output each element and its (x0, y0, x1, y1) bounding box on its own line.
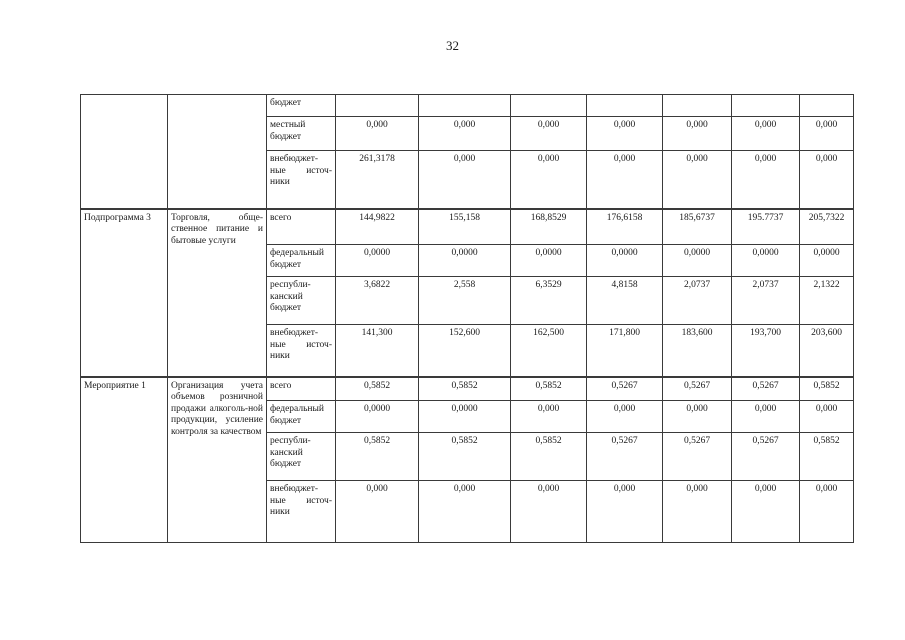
table-body (81, 95, 854, 543)
value-cell: 0,000 (732, 117, 800, 151)
value-cell: 0,5852 (419, 433, 511, 481)
budget-table (80, 94, 854, 543)
table-row (81, 209, 854, 245)
value-cell: 0,5852 (800, 433, 854, 481)
value-cell: 171,800 (587, 325, 663, 377)
funding-source-cell: всего (267, 377, 336, 401)
value-cell: 0,5267 (732, 377, 800, 401)
funding-source-cell: бюджет (267, 95, 336, 117)
value-cell: 205,7322 (800, 209, 854, 245)
value-cell: 0,5852 (800, 377, 854, 401)
value-cell: 141,300 (336, 325, 419, 377)
value-cell: 0,000 (663, 151, 732, 209)
funding-source-cell: республи-канский бюджет (267, 277, 336, 325)
value-cell: 0,0000 (800, 245, 854, 277)
value-cell: 0,5852 (511, 433, 587, 481)
value-cell: 0,5852 (419, 377, 511, 401)
value-cell (800, 95, 854, 117)
funding-source-cell: федеральный бюджет (267, 401, 336, 433)
value-cell (511, 95, 587, 117)
program-cell: Мероприятие 1 (81, 377, 168, 543)
value-cell: 0,5852 (511, 377, 587, 401)
value-cell: 0,000 (587, 401, 663, 433)
value-cell: 0,000 (663, 401, 732, 433)
value-cell: 0,000 (732, 481, 800, 543)
value-cell: 0,000 (511, 401, 587, 433)
value-cell (587, 95, 663, 117)
value-cell: 3,6822 (336, 277, 419, 325)
value-cell: 185,6737 (663, 209, 732, 245)
value-cell: 0,000 (800, 481, 854, 543)
value-cell: 0,000 (800, 117, 854, 151)
table-row (81, 95, 854, 117)
program-name-cell: Торговля, обще-ственное питание и бытовые услуги (168, 209, 267, 377)
value-cell: 0,000 (800, 151, 854, 209)
value-cell: 0,5267 (663, 433, 732, 481)
program-cell: Подпрограмма 3 (81, 209, 168, 377)
funding-source-cell: внебюджет-ные источ-ники (267, 151, 336, 209)
value-cell: 0,0000 (511, 245, 587, 277)
value-cell (336, 95, 419, 117)
funding-source-cell: всего (267, 209, 336, 245)
value-cell: 0,000 (732, 151, 800, 209)
value-cell: 183,600 (663, 325, 732, 377)
value-cell: 2,558 (419, 277, 511, 325)
value-cell: 0,000 (419, 481, 511, 543)
value-cell: 144,9822 (336, 209, 419, 245)
value-cell: 0,000 (800, 401, 854, 433)
value-cell: 0,000 (663, 117, 732, 151)
funding-source-cell: местный бюджет (267, 117, 336, 151)
value-cell: 0,000 (663, 481, 732, 543)
value-cell: 261,3178 (336, 151, 419, 209)
value-cell: 0,000 (587, 117, 663, 151)
value-cell: 168,8529 (511, 209, 587, 245)
value-cell: 0,000 (336, 117, 419, 151)
value-cell: 0,5852 (336, 433, 419, 481)
value-cell: 0,5267 (732, 433, 800, 481)
funding-source-cell: республи-канский бюджет (267, 433, 336, 481)
value-cell: 0,0000 (587, 245, 663, 277)
value-cell: 2,1322 (800, 277, 854, 325)
value-cell: 0,000 (732, 401, 800, 433)
value-cell: 193,700 (732, 325, 800, 377)
value-cell: 203,600 (800, 325, 854, 377)
value-cell: 0,0000 (732, 245, 800, 277)
funding-source-cell: федеральный бюджет (267, 245, 336, 277)
program-name-cell (168, 95, 267, 209)
value-cell (419, 95, 511, 117)
value-cell: 6,3529 (511, 277, 587, 325)
value-cell: 0,000 (587, 481, 663, 543)
value-cell: 176,6158 (587, 209, 663, 245)
value-cell: 0,0000 (663, 245, 732, 277)
value-cell: 0,000 (419, 151, 511, 209)
value-cell: 0,5267 (587, 377, 663, 401)
value-cell: 2,0737 (663, 277, 732, 325)
value-cell: 2,0737 (732, 277, 800, 325)
value-cell: 195.7737 (732, 209, 800, 245)
value-cell: 0,000 (511, 151, 587, 209)
value-cell: 0,000 (336, 481, 419, 543)
value-cell: 162,500 (511, 325, 587, 377)
value-cell: 0,0000 (336, 401, 419, 433)
value-cell: 0,000 (511, 481, 587, 543)
funding-source-cell: внебюджет-ные источ-ники (267, 325, 336, 377)
value-cell: 4,8158 (587, 277, 663, 325)
value-cell: 155,158 (419, 209, 511, 245)
value-cell: 152,600 (419, 325, 511, 377)
page-number: 32 (446, 38, 459, 53)
program-name-cell: Организация учета объемов розничной продажи алкоголь-ной продукции, усиление контроля за качеством (168, 377, 267, 543)
value-cell: 0,0000 (419, 401, 511, 433)
value-cell: 0,0000 (419, 245, 511, 277)
value-cell: 0,000 (419, 117, 511, 151)
value-cell: 0,5852 (336, 377, 419, 401)
value-cell: 0,5267 (587, 433, 663, 481)
program-cell (81, 95, 168, 209)
value-cell: 0,0000 (336, 245, 419, 277)
value-cell: 0,5267 (663, 377, 732, 401)
value-cell: 0,000 (587, 151, 663, 209)
value-cell: 0,000 (511, 117, 587, 151)
value-cell (663, 95, 732, 117)
funding-source-cell: внебюджет-ные источ-ники (267, 481, 336, 543)
value-cell (732, 95, 800, 117)
table-row (81, 377, 854, 401)
